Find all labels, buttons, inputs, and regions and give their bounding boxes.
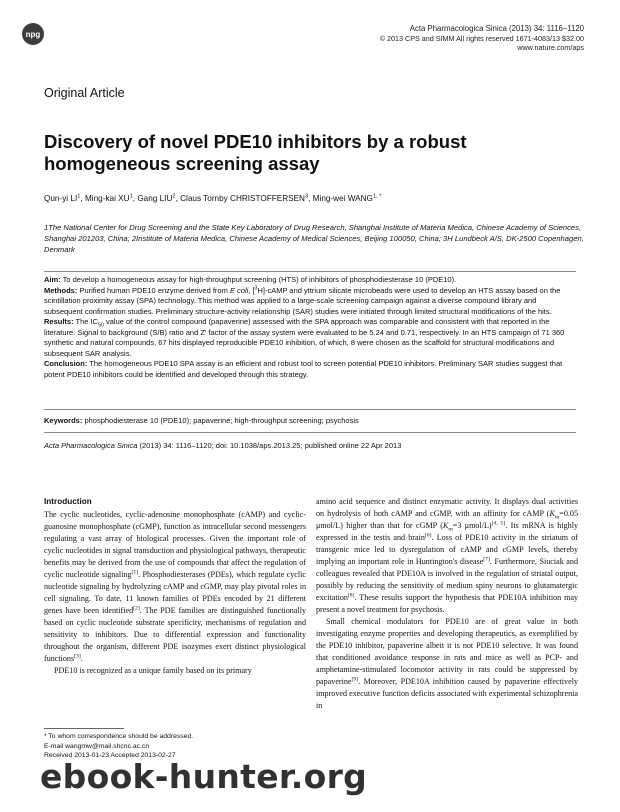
reference-link[interactable]: [9]	[351, 676, 359, 683]
km-symbol: K	[549, 509, 555, 518]
reference-link[interactable]: [1]	[131, 569, 139, 576]
conclusion-text: The homogeneous PDE10 SPA assay is an efficient and robust tool to screen potential PDE10 inhibitors. Preliminary SAR studies suggest that potent PDE10 inhibitors could be identified and developed through this strategy.	[44, 359, 563, 379]
abstract	[44, 275, 576, 380]
reference-link[interactable]: [7]	[483, 556, 490, 563]
results-subscript: 50	[98, 322, 104, 329]
text-run: The cyclic nucleotides, cyclic-adenosine monophosphate (cAMP) and cyclic-guanosine monophosphate (cGMP), function as intracellular second messengers regulating a vast array of biological processes. Given the important role of cyclic nucleotides in signal transduction and physiological pathways, therapeutic benefits may be derived from the use of compounds that affect the regulation of cyclic nucleotide signaling	[44, 510, 306, 579]
reference-link[interactable]: [6]	[424, 532, 432, 539]
keywords-rule	[44, 432, 576, 433]
text-run: =0.05 μmol/L) higher than that for cGMP (	[316, 509, 578, 530]
author-list	[44, 194, 584, 203]
reference-link[interactable]: [8]	[347, 592, 355, 599]
text-run: . Its mRNA is highly expressed in the testis and brain	[316, 521, 578, 542]
corresponding-email[interactable]: E-mail wangmw@mail.shcnc.ac.cn	[44, 742, 150, 750]
methods-text-c: H]-cAMP and yttrium silicate microbeads were used to develop an HTS assay based on the scintillation proximity assay (SPA) technology. This method was applied to a large-scale screening campaign against a diverse compound library and subsequent confirmation studies. Preliminary structure-activity relationship (SAR) studies were initiated through limited structural modifications of the hits.	[44, 285, 561, 316]
footnote-rule	[44, 728, 124, 729]
conclusion-label: Conclusion:	[44, 359, 88, 368]
abstract-methods	[44, 286, 576, 318]
km-symbol: K	[442, 521, 449, 530]
introduction-heading: Introduction	[44, 497, 92, 506]
watermark: ebook-hunter.org	[40, 757, 368, 796]
affiliations: 1The National Center for Drug Screening and the State Key Laboratory of Drug Research, Shanghai Institute of Materia Medica, Chinese Academy of Sciences, Shanghai 201203, China; 2Institute of Materia Medica, Chinese Academy of Medical Sciences, Beijing 100050, China; 3H Lundbeck A/S, DK-2500 Copenhagen, Denmark	[44, 223, 584, 254]
text-run: =3 μmol/L)	[452, 521, 492, 530]
reference-link[interactable]: [4, 5]	[491, 520, 506, 527]
journal-url[interactable]: www.nature.com/aps	[517, 43, 584, 52]
text-run: .	[80, 654, 83, 663]
text-run: . Furthermore, Siuciak and colleagues revealed that PDE10A is involved in the regulation of striatal output, possibly by reducing the sensitivity of medium spiny neurons to glutamatergic excitation	[316, 557, 578, 602]
text-run: amino acid sequence and distinct enzymatic activity. It displays dual activities on hydrolysis of both cAMP and cGMP, with an affinity for cAMP (	[316, 497, 578, 518]
results-text-b: value of the control compound (papaverine) assessed with the SPA approach was comparable and consistent with that reported in the literature. Signal to background (S/B) ratio and Z' factor of the assay system were evaluated to be 5.24 and 0.71, respectively. In an HTS campaign of 71 360 synthetic and natural compounds, 67 hits displayed reproducible PDE10 inhibition, of which, 8 were chosen as the scaffold for structural modifications and subsequent SAR analysis.	[44, 317, 565, 358]
aim-label: Aim:	[44, 275, 61, 284]
aim-text: To develop a homogeneous assay for high-throughput screening (HTS) of inhibitors of phosphodiesterase 10 (PDE10).	[62, 275, 457, 284]
reference-link[interactable]: [2]	[133, 605, 140, 612]
abstract-top-rule	[44, 271, 576, 272]
paragraph	[316, 616, 578, 712]
keywords-label: Keywords:	[44, 416, 83, 425]
reference-link[interactable]: [3]	[74, 653, 81, 660]
author-names: Qun-yi $LI^1$, Ming-kai $XU^1$, Gang LIU$^2$, Claus Tornby CHRISTOFFERSEN$^3$, Ming-wei $WANG^{1, *}$	[44, 193, 382, 203]
methods-text-b: , [	[248, 285, 255, 295]
text-run: Small chemical modulators for PDE10 are of great value in both investigating enzyme properties and developing therapeutics, as exemplified by the PDE10 inhibitor, papaverine albeit it is not PDE10 selective. It was found that conditioned avoidance response in rats and mice as well as PCP- and amphetamine-stimulated locomotor activity in rats could be suppressed by papaverine	[316, 617, 578, 686]
corresponding-note: * To whom correspondence should be addressed.	[44, 733, 194, 740]
section-label: Original Article	[44, 86, 125, 100]
body-column-right	[316, 496, 578, 712]
results-label: Results:	[44, 317, 74, 326]
methods-isotope: 3	[254, 285, 258, 291]
methods-text-a: Purified human PDE10 enzyme derived from	[79, 285, 228, 295]
article-title: Discovery of novel PDE10 inhibitors by a robust homogeneous screening assay	[44, 131, 467, 174]
received-dates: Received 2013-01-23 Accepted 2013-02-27	[44, 752, 176, 759]
journal-header	[380, 24, 584, 53]
abstract-conclusion	[44, 359, 576, 380]
abstract-bottom-rule	[44, 409, 576, 410]
methods-label: Methods:	[44, 285, 78, 295]
text-run: . Loss of PDE10 activity in the striatum of transgenic mice led to dysregulation of cAMP and cGMP levels, thereby implying an important role in Huntington's disease	[316, 533, 578, 566]
paragraph	[44, 509, 306, 665]
km-subscript: m	[554, 514, 560, 521]
npg-logo: npg	[22, 23, 44, 45]
text-run: . These results support the hypothesis that PDE10A inhibition may present a novel treatment for psychosis.	[316, 593, 578, 614]
results-text-a: The IC	[75, 317, 99, 326]
body-column-left	[44, 496, 306, 677]
paragraph	[316, 496, 578, 616]
text-run: . Moreover, PDE10A inhibition caused by papaverine effectively improved executive function deficits associated with experimental schizophrenia in	[316, 677, 578, 710]
keywords	[44, 416, 576, 425]
keywords-text: phosphodiesterase 10 (PDE10); papaverine; high-throughput screening; psychosis	[84, 416, 359, 425]
abstract-results	[44, 317, 576, 359]
text-run: . The PDE families are distinguished functionally based on cyclic nucleotide substrate specificity, mechanisms of regulation and sensitivity to inhibitors. Due to differential expression and functionality throughout the organism, different PDE isozymes exert distinct physiological functions	[44, 606, 306, 663]
copyright-line: © 2013 CPS and SIMM All rights reserved 1671-4083/13 $32.00	[379, 33, 584, 43]
citation-details[interactable]: (2013) 34: 1116–1120; doi: 10.1038/aps.2013.25; published online 22 Apr 2013	[139, 441, 402, 450]
abstract-aim	[44, 275, 576, 286]
km-subscript: m	[448, 526, 453, 533]
methods-ecoli: E coli	[229, 285, 249, 295]
text-run: . Phosphodiesterases (PDEs), which regulate cyclic nucleotide signaling by hydrolyzing cAMP and cGMP, may play pivotal roles in cell signaling. To date, 11 known families of PDEs encoded by 21 different genes have been identified	[44, 570, 306, 615]
journal-line: Acta Pharmacologica Sinica (2013) 34: 1116–1120	[409, 24, 584, 33]
citation-line	[44, 441, 576, 450]
citation-journal: Acta Pharmacologica Sinica	[44, 441, 138, 450]
paragraph: PDE10 is recognized as a unique family based on its primary	[54, 666, 252, 675]
